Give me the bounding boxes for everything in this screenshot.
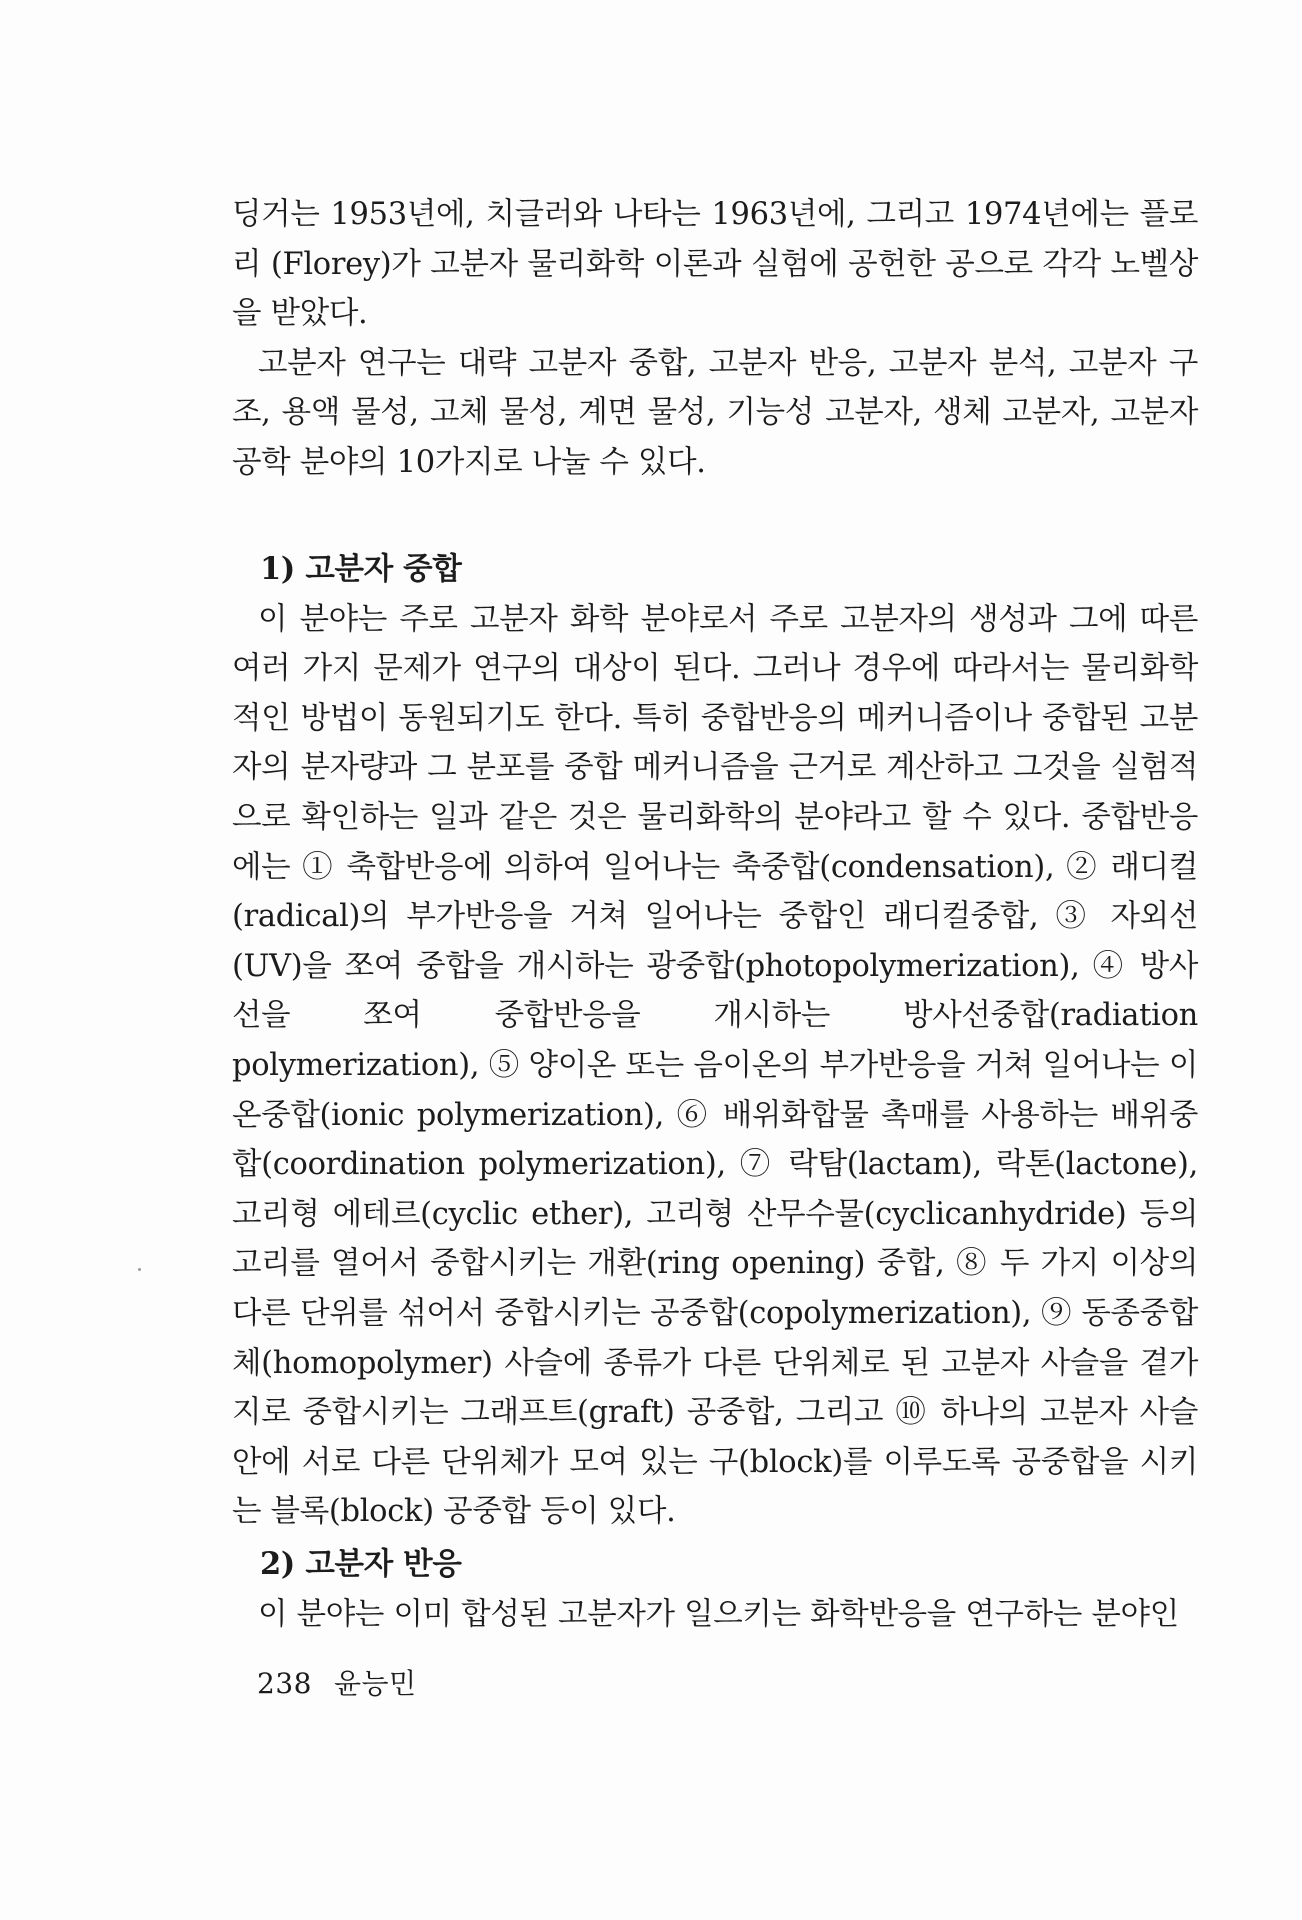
- polymerization-paragraph: 이 분야는 주로 고분자 화학 분야로서 주로 고분자의 생성과 그에 따른 여러 가지 문제가 연구의 대상이 된다. 그러나 경우에 따라서는 물리화학적인 방법이 동원되기도 한다. 특히 중합반응의 메커니즘이나 중합된 고분자의 분자량과 그 분포를 중합 메커니즘을 근거로 계산하고 그것을 실험적으로 확인하는 일과 같은 것은 물리화학의 분야라고 할 수 있다. 중합반응에는 ① 축합반응에 의하여 일어나는 축중합(condensation), ② 래디컬(radical)의 부가반응을 거쳐 일어나는 중합인 래디컬중합, ③ 자외선(UV)을 쪼여 중합을 개시하는 광중합(photopolymerization), ④ 방사선을 쪼여 중합반응을 개시하는 방사선중합(radiation polymerization), ⑤ 양이온 또는 음이온의 부가반응을 거쳐 일어나는 이온중합(ionic polymerization), ⑥ 배위화합물 촉매를 사용하는 배위중합(coordination polymerization), ⑦ 락탐(lactam), 락톤(lactone), 고리형 에테르(cyclic ether), 고리형 산무수물(cyclicanhydride) 등의 고리를 열어서 중합시키는 개환(ring opening) 중합, ⑧ 두 가지 이상의 다른 단위를 섞어서 중합시키는 공중합(copolymerization), ⑨ 동종중합체(homopolymer) 사슬에 종류가 다른 단위체로 된 고분자 사슬을 곁가지로 중합시키는 그래프트(graft) 공중합, 그리고 ⑩ 하나의 고분자 사슬 안에 서로 다른 단위체가 모여 있는 구(block)를 이루도록 공중합을 시키는 블록(block) 공중합 등이 있다.: [232, 601, 1198, 1530]
- author-name: 윤능민: [333, 1667, 417, 1700]
- intro-section: [232, 190, 1198, 488]
- section-heading-polymerization: 1) 고분자 중합: [260, 551, 462, 587]
- polymerization-section: [232, 545, 1198, 1537]
- intro-paragraph-2: 고분자 연구는 대략 고분자 중합, 고분자 반응, 고분자 분석, 고분자 구조, 용액 물성, 고체 물성, 계면 물성, 기능성 고분자, 생체 고분자, 고분자 공학 분야의 10가지로 나눌 수 있다.: [232, 345, 1198, 480]
- polymer-reaction-paragraph: 이 분야는 이미 합성된 고분자가 일으키는 화학반응을 연구하는 분야인: [258, 1596, 1179, 1632]
- page-footer: [257, 1662, 439, 1702]
- section-heading-polymer-reaction: 2) 고분자 반응: [260, 1546, 462, 1582]
- margin-speck: [138, 1268, 141, 1271]
- page-number: 238: [257, 1667, 312, 1700]
- intro-paragraph-1: 딩거는 1953년에, 치글러와 나타는 1963년에, 그리고 1974년에는 플로리 (Florey)가 고분자 물리화학 이론과 실험에 공헌한 공으로 각각 노벨상을 받았다.: [232, 197, 1198, 332]
- polymer-reaction-section: [232, 1540, 1198, 1639]
